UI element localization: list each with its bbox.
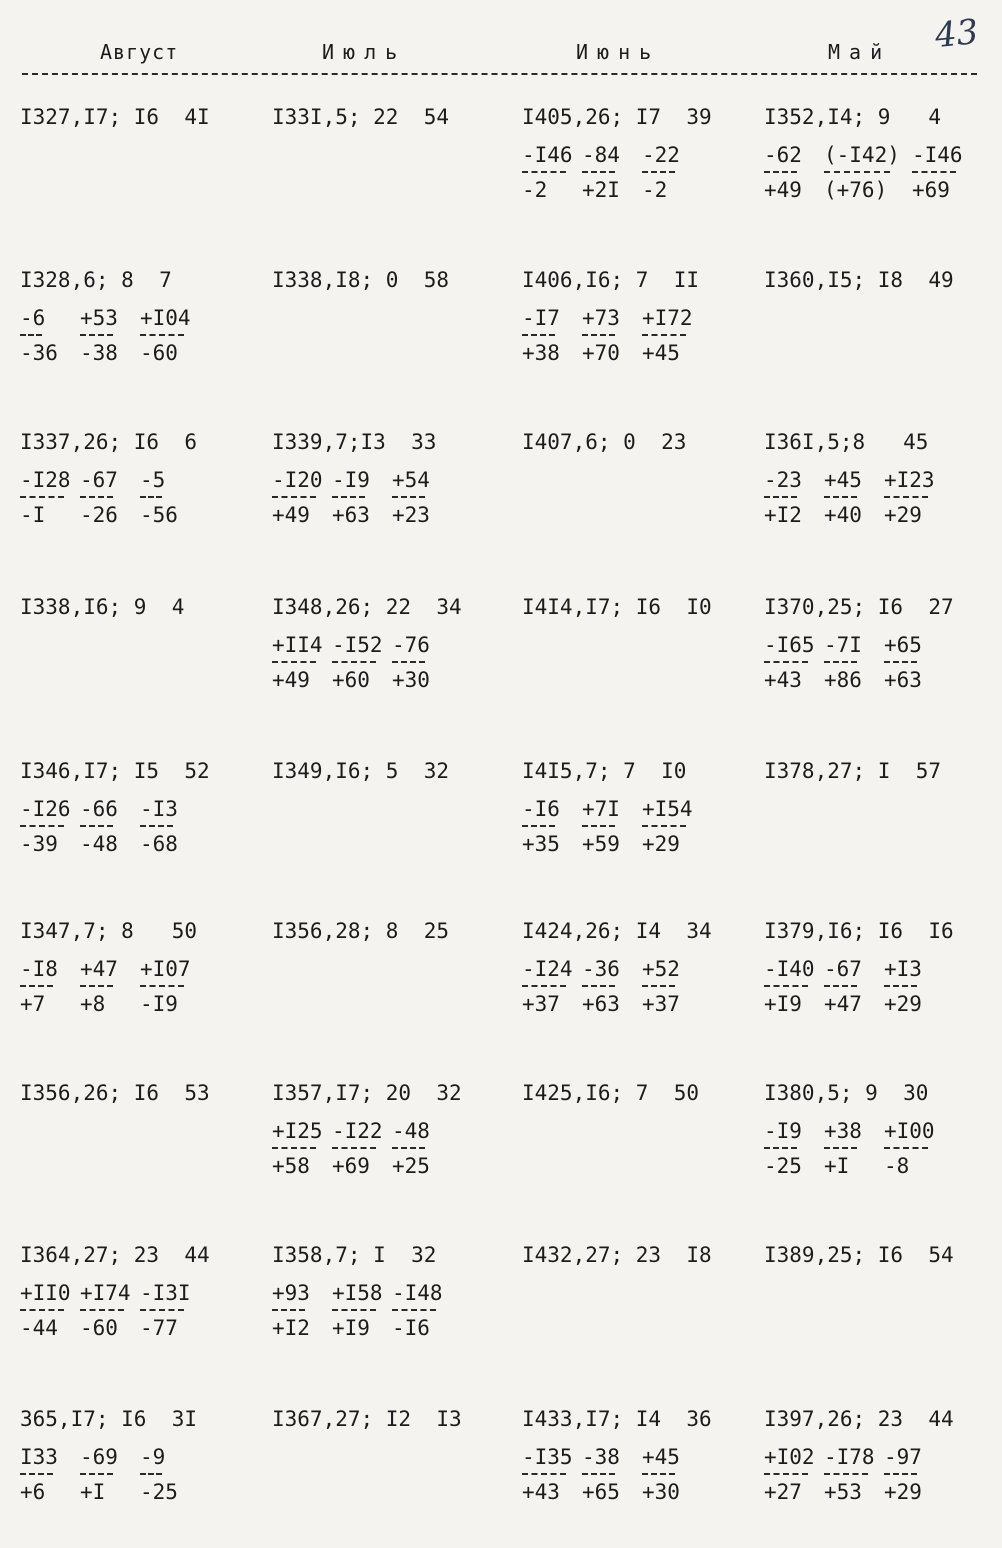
bottom-value: -60: [140, 341, 178, 365]
bottom-value: +37: [522, 992, 560, 1016]
header-rule: [22, 73, 977, 75]
fraction-dashes: [20, 1471, 235, 1477]
bottom-value: +86: [824, 668, 862, 692]
top-value: -I24: [522, 957, 573, 981]
top-value: -I35: [522, 1445, 573, 1469]
bottom-value: -I: [20, 503, 46, 527]
bottom-value: +6: [20, 1480, 46, 1504]
month-header-june: Июнь: [576, 40, 661, 64]
entry-block: [764, 916, 979, 1017]
top-value: -I7: [522, 306, 560, 330]
entry-header: I356,26; I6 53: [20, 1081, 210, 1105]
entry-bottom-values: [20, 502, 235, 528]
bottom-value: -68: [140, 832, 178, 856]
top-value: +93: [272, 1281, 310, 1305]
bottom-value: -60: [80, 1316, 118, 1340]
entry-header: I338,I6; 9 4: [20, 595, 185, 619]
entry-bottom-values: [764, 1479, 979, 1505]
entry-block: [764, 102, 979, 203]
month-header-may: Май: [828, 40, 892, 64]
entry-block: [764, 427, 979, 528]
bottom-value: +I: [80, 1480, 106, 1504]
bottom-value: -2: [522, 178, 548, 202]
entry-top-values: [764, 1118, 979, 1144]
fraction-dashes: [272, 659, 487, 665]
top-value: -I3I: [140, 1281, 191, 1305]
entry-block: [20, 265, 235, 366]
bottom-value: -26: [80, 503, 118, 527]
top-value: +52: [642, 957, 680, 981]
top-value: +I58: [332, 1281, 383, 1305]
bottom-value: +30: [392, 668, 430, 692]
fraction-dashes: [764, 1471, 979, 1477]
entry-header: I367,27; I2 I3: [272, 1407, 462, 1431]
fraction-dashes: [764, 494, 979, 500]
top-value: -66: [80, 797, 118, 821]
top-value: -I48: [392, 1281, 443, 1305]
fraction-dashes: [522, 983, 737, 989]
bottom-value: +2I: [582, 178, 620, 202]
entry-block: [272, 916, 487, 946]
top-value: -I46: [522, 143, 573, 167]
bottom-value: +59: [582, 832, 620, 856]
top-value: +7I: [582, 797, 620, 821]
bottom-value: -39: [20, 832, 58, 856]
bottom-value: -25: [764, 1154, 802, 1178]
entry-header: I348,26; 22 34: [272, 595, 462, 619]
entry-block: [272, 427, 487, 528]
top-value: +I72: [642, 306, 693, 330]
top-value: +65: [884, 633, 922, 657]
bottom-value: +29: [884, 1480, 922, 1504]
top-value: +I00: [884, 1119, 935, 1143]
entry-block: [272, 1240, 487, 1341]
top-value: -5: [140, 468, 166, 492]
top-value: +53: [80, 306, 118, 330]
top-value: -I52: [332, 633, 383, 657]
bottom-value: -56: [140, 503, 178, 527]
top-value: -23: [764, 468, 802, 492]
entry-header: I378,27; I 57: [764, 759, 942, 783]
entry-top-values: [764, 956, 979, 982]
fraction-dashes: [20, 494, 235, 500]
month-header-july: Июль: [322, 40, 407, 64]
entry-bottom-values: [764, 1153, 979, 1179]
top-value: -38: [582, 1445, 620, 1469]
bottom-value: +7: [20, 992, 46, 1016]
entry-top-values: [522, 796, 737, 822]
fraction-dashes: [522, 332, 737, 338]
fraction-dashes: [272, 1145, 487, 1151]
fraction-dashes: [764, 169, 979, 175]
entry-block: [522, 102, 737, 203]
top-value: I33: [20, 1445, 58, 1469]
bottom-value: -2: [642, 178, 668, 202]
entry-block: [20, 592, 235, 622]
entry-header: I405,26; I7 39: [522, 105, 712, 129]
top-value: -I78: [824, 1445, 875, 1469]
fraction-dashes: [272, 1307, 487, 1313]
top-value: -36: [582, 957, 620, 981]
bottom-value: +27: [764, 1480, 802, 1504]
entry-top-values: [272, 467, 487, 493]
entry-bottom-values: [272, 502, 487, 528]
entry-block: [272, 102, 487, 132]
entry-bottom-values: [522, 991, 737, 1017]
fraction-dashes: [20, 1307, 235, 1313]
entry-header: I379,I6; I6 I6: [764, 919, 954, 943]
page-number: 43: [933, 11, 981, 57]
entry-block: [272, 265, 487, 295]
entry-block: [522, 1240, 737, 1270]
entry-header: I338,I8; 0 58: [272, 268, 450, 292]
bottom-value: +63: [332, 503, 370, 527]
entry-bottom-values: [20, 991, 235, 1017]
bottom-value: +49: [764, 178, 802, 202]
entry-block: [764, 265, 979, 295]
bottom-value: +30: [642, 1480, 680, 1504]
bottom-value: +49: [272, 503, 310, 527]
entry-block: [522, 916, 737, 1017]
entry-bottom-values: [20, 1315, 235, 1341]
entry-bottom-values: [20, 340, 235, 366]
entry-header: I339,7;I3 33: [272, 430, 437, 454]
bottom-value: +60: [332, 668, 370, 692]
entry-header: I433,I7; I4 36: [522, 1407, 712, 1431]
top-value: -69: [80, 1445, 118, 1469]
bottom-value: +43: [522, 1480, 560, 1504]
entry-top-values: [20, 956, 235, 982]
bottom-value: +49: [272, 668, 310, 692]
entry-block: [522, 1078, 737, 1108]
top-value: -84: [582, 143, 620, 167]
entry-bottom-values: [272, 1315, 487, 1341]
top-value: -I26: [20, 797, 71, 821]
bottom-value: -I6: [392, 1316, 430, 1340]
entry-bottom-values: [272, 1153, 487, 1179]
bottom-value: +I9: [332, 1316, 370, 1340]
top-value: +I07: [140, 957, 191, 981]
entry-header: I424,26; I4 34: [522, 919, 712, 943]
top-value: -I40: [764, 957, 815, 981]
entry-bottom-values: [764, 667, 979, 693]
top-value: -6: [20, 306, 46, 330]
bottom-value: +45: [642, 341, 680, 365]
fraction-dashes: [522, 1471, 737, 1477]
bottom-value: +I9: [764, 992, 802, 1016]
entry-block: [20, 1078, 235, 1108]
entry-block: [272, 592, 487, 693]
bottom-value: +63: [884, 668, 922, 692]
top-value: -I20: [272, 468, 323, 492]
fraction-dashes: [20, 332, 235, 338]
bottom-value: +53: [824, 1480, 862, 1504]
entry-top-values: [20, 796, 235, 822]
top-value: -67: [80, 468, 118, 492]
top-value: -I9: [764, 1119, 802, 1143]
entry-top-values: [764, 467, 979, 493]
entry-header: I33I,5; 22 54: [272, 105, 450, 129]
bottom-value: +8: [80, 992, 106, 1016]
entry-header: I352,I4; 9 4: [764, 105, 942, 129]
entry-bottom-values: [20, 1479, 235, 1505]
bottom-value: -44: [20, 1316, 58, 1340]
entry-top-values: [764, 632, 979, 658]
top-value: +I04: [140, 306, 191, 330]
entry-top-values: [20, 467, 235, 493]
entry-bottom-values: [764, 991, 979, 1017]
top-value: -I28: [20, 468, 71, 492]
bottom-value: +I: [824, 1154, 850, 1178]
entry-block: [764, 1240, 979, 1270]
top-value: -48: [392, 1119, 430, 1143]
entry-block: [20, 1240, 235, 1341]
entry-top-values: [522, 956, 737, 982]
entry-bottom-values: [522, 340, 737, 366]
entry-header: I347,7; 8 50: [20, 919, 198, 943]
bottom-value: +25: [392, 1154, 430, 1178]
entry-bottom-values: [20, 831, 235, 857]
fraction-dashes: [764, 983, 979, 989]
top-value: +73: [582, 306, 620, 330]
top-value: -62: [764, 143, 802, 167]
top-value: +45: [824, 468, 862, 492]
bottom-value: (+76): [824, 178, 888, 202]
entry-top-values: [522, 142, 737, 168]
entry-block: [20, 916, 235, 1017]
top-value: +38: [824, 1119, 862, 1143]
entry-header: I337,26; I6 6: [20, 430, 198, 454]
top-value: -67: [824, 957, 862, 981]
bottom-value: +23: [392, 503, 430, 527]
bottom-value: +47: [824, 992, 862, 1016]
fraction-dashes: [272, 494, 487, 500]
entry-bottom-values: [764, 177, 979, 203]
entry-block: [272, 1078, 487, 1179]
top-value: -I9: [332, 468, 370, 492]
entry-header: I364,27; 23 44: [20, 1243, 210, 1267]
entry-top-values: [522, 1444, 737, 1470]
bottom-value: +40: [824, 503, 862, 527]
bottom-value: +65: [582, 1480, 620, 1504]
top-value: +I54: [642, 797, 693, 821]
entry-top-values: [522, 305, 737, 331]
bottom-value: -8: [884, 1154, 910, 1178]
entry-top-values: [764, 142, 979, 168]
bottom-value: +35: [522, 832, 560, 856]
entry-header: I36I,5;8 45: [764, 430, 929, 454]
top-value: (-I42): [824, 143, 900, 167]
entry-header: I356,28; 8 25: [272, 919, 450, 943]
entry-header: I370,25; I6 27: [764, 595, 954, 619]
fraction-dashes: [522, 823, 737, 829]
entry-header: I358,7; I 32: [272, 1243, 437, 1267]
entry-bottom-values: [272, 667, 487, 693]
top-value: -I65: [764, 633, 815, 657]
entry-block: [764, 756, 979, 786]
month-header-august: Август: [100, 40, 179, 64]
bottom-value: +29: [642, 832, 680, 856]
bottom-value: +58: [272, 1154, 310, 1178]
entry-header: I349,I6; 5 32: [272, 759, 450, 783]
bottom-value: +I2: [272, 1316, 310, 1340]
fraction-dashes: [764, 1145, 979, 1151]
entry-top-values: [272, 1118, 487, 1144]
entry-block: [20, 1404, 235, 1505]
top-value: +II0: [20, 1281, 71, 1305]
entry-block: [522, 756, 737, 857]
bottom-value: +43: [764, 668, 802, 692]
bottom-value: +I2: [764, 503, 802, 527]
top-value: -I6: [522, 797, 560, 821]
entry-block: [764, 592, 979, 693]
bottom-value: +29: [884, 992, 922, 1016]
entry-block: [20, 756, 235, 857]
entry-top-values: [764, 1444, 979, 1470]
bottom-value: -25: [140, 1480, 178, 1504]
bottom-value: +69: [332, 1154, 370, 1178]
fraction-dashes: [20, 983, 235, 989]
entry-bottom-values: [522, 831, 737, 857]
bottom-value: +70: [582, 341, 620, 365]
entry-top-values: [272, 1280, 487, 1306]
fraction-dashes: [522, 169, 737, 175]
entry-block: [522, 592, 737, 622]
top-value: +I02: [764, 1445, 815, 1469]
bottom-value: +37: [642, 992, 680, 1016]
entry-header: I360,I5; I8 49: [764, 268, 954, 292]
top-value: -I46: [912, 143, 963, 167]
entry-header: I4I5,7; 7 I0: [522, 759, 687, 783]
entry-bottom-values: [522, 1479, 737, 1505]
fraction-dashes: [20, 823, 235, 829]
entry-block: [272, 1404, 487, 1434]
entry-block: [764, 1404, 979, 1505]
entry-top-values: [20, 305, 235, 331]
bottom-value: +38: [522, 341, 560, 365]
bottom-value: +29: [884, 503, 922, 527]
bottom-value: -48: [80, 832, 118, 856]
top-value: -I8: [20, 957, 58, 981]
entry-header: 365,I7; I6 3I: [20, 1407, 198, 1431]
entry-header: I407,6; 0 23: [522, 430, 687, 454]
fraction-dashes: [764, 659, 979, 665]
top-value: +47: [80, 957, 118, 981]
entry-header: I432,27; 23 I8: [522, 1243, 712, 1267]
top-value: +I3: [884, 957, 922, 981]
entry-header: I357,I7; 20 32: [272, 1081, 462, 1105]
top-value: +II4: [272, 633, 323, 657]
bottom-value: -77: [140, 1316, 178, 1340]
entry-block: [20, 102, 235, 132]
entry-header: I327,I7; I6 4I: [20, 105, 210, 129]
top-value: -I22: [332, 1119, 383, 1143]
entry-bottom-values: [522, 177, 737, 203]
entry-block: [522, 265, 737, 366]
top-value: +I23: [884, 468, 935, 492]
entry-header: I397,26; 23 44: [764, 1407, 954, 1431]
top-value: +45: [642, 1445, 680, 1469]
entry-header: I406,I6; 7 II: [522, 268, 700, 292]
entry-block: [20, 427, 235, 528]
entry-header: I389,25; I6 54: [764, 1243, 954, 1267]
top-value: -I3: [140, 797, 178, 821]
bottom-value: +69: [912, 178, 950, 202]
top-value: -22: [642, 143, 680, 167]
top-value: -9: [140, 1445, 166, 1469]
entry-top-values: [272, 632, 487, 658]
top-value: -7I: [824, 633, 862, 657]
entry-top-values: [20, 1280, 235, 1306]
bottom-value: -38: [80, 341, 118, 365]
entry-block: [522, 427, 737, 457]
top-value: +I25: [272, 1119, 323, 1143]
bottom-value: -36: [20, 341, 58, 365]
entry-header: I425,I6; 7 50: [522, 1081, 700, 1105]
entry-bottom-values: [764, 502, 979, 528]
bottom-value: -I9: [140, 992, 178, 1016]
bottom-value: +63: [582, 992, 620, 1016]
top-value: +54: [392, 468, 430, 492]
entry-block: [764, 1078, 979, 1179]
entry-header: I4I4,I7; I6 I0: [522, 595, 712, 619]
entry-block: [522, 1404, 737, 1505]
top-value: -76: [392, 633, 430, 657]
entry-header: I328,6; 8 7: [20, 268, 172, 292]
entry-block: [272, 756, 487, 786]
top-value: -97: [884, 1445, 922, 1469]
entry-top-values: [20, 1444, 235, 1470]
entry-header: I346,I7; I5 52: [20, 759, 210, 783]
entry-header: I380,5; 9 30: [764, 1081, 929, 1105]
top-value: +I74: [80, 1281, 131, 1305]
